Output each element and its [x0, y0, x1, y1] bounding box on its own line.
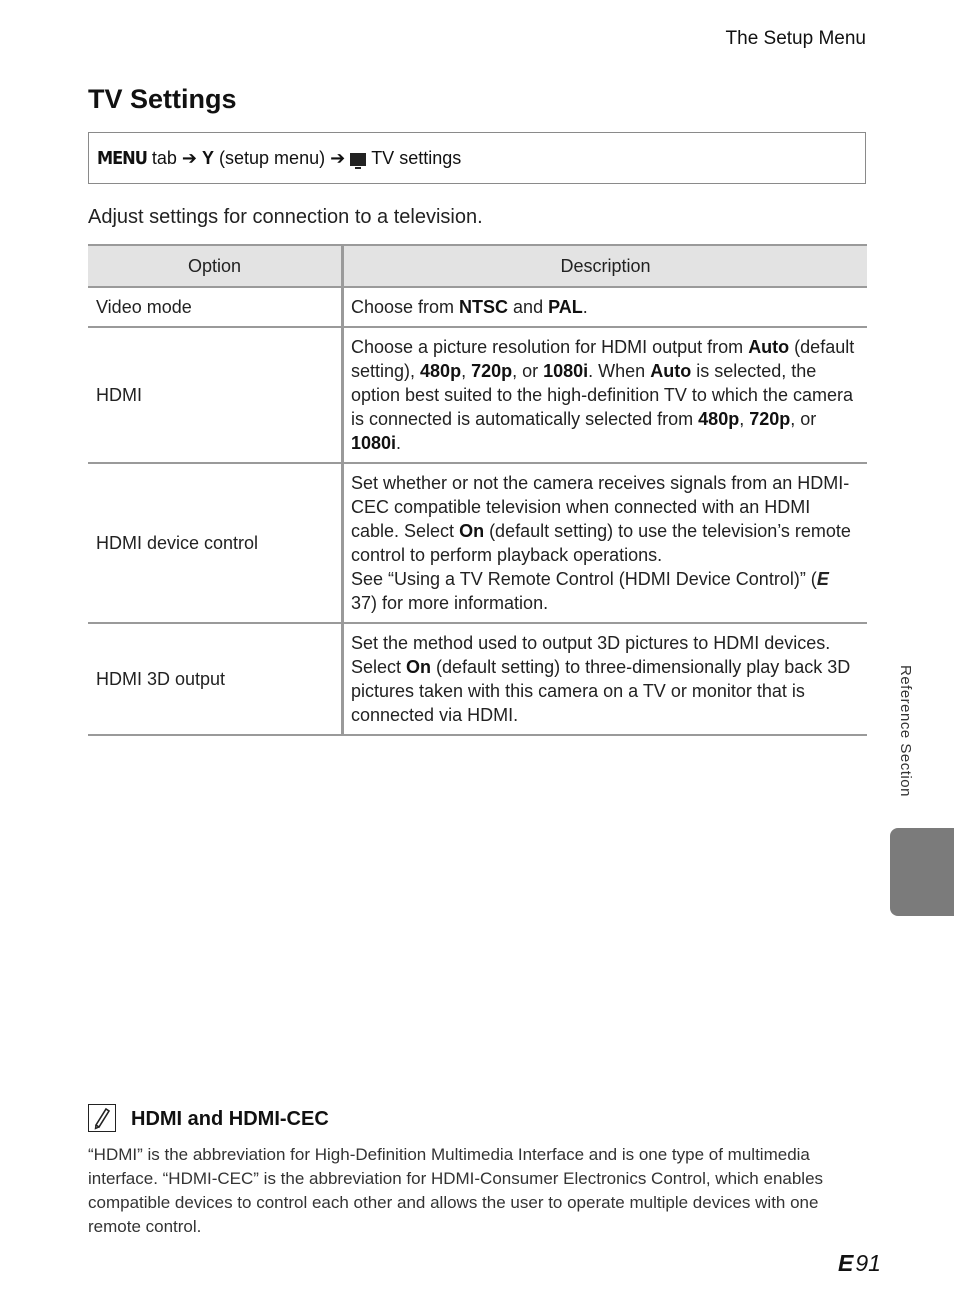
description-text: , or — [512, 361, 544, 381]
table-row — [88, 463, 867, 623]
nav-setup-label: (setup menu) — [219, 147, 326, 168]
description-text: . — [396, 433, 402, 453]
setting-value: 1080i — [351, 433, 397, 453]
header-section-title: The Setup Menu — [725, 28, 866, 49]
side-tab-label: Reference Section — [897, 665, 914, 797]
setting-value: PAL — [548, 297, 583, 317]
page-title: TV Settings — [88, 84, 237, 114]
option-cell: Video mode — [88, 287, 343, 327]
arrow-right-icon: ➔ — [330, 147, 346, 168]
section-thumb-tab — [890, 828, 954, 916]
description-cell — [343, 463, 868, 623]
menu-icon: MENU — [97, 147, 147, 169]
setting-value: On — [459, 521, 485, 541]
description-text: Choose from — [351, 297, 460, 317]
description-text: , — [739, 409, 750, 429]
setting-value: 720p — [749, 409, 791, 429]
description-cell — [343, 623, 868, 735]
table-header-row — [88, 245, 867, 287]
description-text: is selected, the option best suited to the high-definition TV to which the camera is connected is automatically selected from — [351, 361, 853, 429]
page-number-value: 91 — [855, 1250, 881, 1276]
reference-section-icon: E — [838, 1250, 854, 1276]
description-text: (default setting) to three-dimensionally play back 3D pictures taken with this camera on a TV or monitor that is connected via HDMI. — [351, 657, 851, 725]
description-text: , — [461, 361, 472, 381]
description-text: . — [582, 297, 588, 317]
description-text: and — [508, 297, 549, 317]
nav-item-label: TV settings — [371, 147, 462, 168]
note-body: “HDMI” is the abbreviation for High-Definition Multimedia Interface and is one type of multimedia interface. “HDMI-CEC” is the abbreviation for HDMI-Consumer Electronics Control, which enables compatible devices to control each other and allows the user to operate multiple devices with one remote control. — [88, 1145, 824, 1236]
reference-section-icon: E — [816, 569, 829, 589]
option-cell: HDMI — [88, 327, 343, 463]
setting-value: 720p — [471, 361, 513, 381]
description-cell — [343, 327, 868, 463]
description-text: Set the method used to output 3D pictures to HDMI devices. Select — [351, 633, 831, 677]
tv-icon — [350, 153, 366, 166]
settings-table — [88, 244, 867, 736]
setting-value: 480p — [420, 361, 462, 381]
setting-value: 1080i — [543, 361, 589, 381]
setting-value: 480p — [698, 409, 740, 429]
menu-navigation-path — [88, 132, 866, 184]
description-text: See “Using a TV Remote Control (HDMI Device Control)” ( — [351, 569, 817, 589]
setting-value: On — [406, 657, 432, 677]
setting-value: Auto — [748, 337, 790, 357]
description-cell — [343, 287, 868, 327]
description-text: (default setting), — [351, 337, 855, 381]
description-text: (default setting) to use the television’s remote control to perform playback operations. — [351, 521, 851, 565]
description-text: , or — [790, 409, 817, 429]
nav-tab-label: tab — [151, 147, 177, 168]
table-row — [88, 287, 867, 327]
intro-text: Adjust settings for connection to a television. — [88, 206, 483, 228]
table-row — [88, 327, 867, 463]
page-number — [838, 1250, 881, 1277]
setting-value: Auto — [650, 361, 692, 381]
description-text: Set whether or not the camera receives signals from an HDMI-CEC compatible television when connected with an HDMI cable. Select — [351, 473, 850, 541]
table-row — [88, 623, 867, 735]
option-cell: HDMI 3D output — [88, 623, 343, 735]
description-text: Choose a picture resolution for HDMI output from — [351, 337, 749, 357]
note-title: HDMI and HDMI-CEC — [131, 1108, 329, 1130]
column-header-option: Option — [88, 245, 343, 287]
setting-value: NTSC — [459, 297, 509, 317]
setup-wrench-icon: Y — [202, 147, 215, 168]
description-text: 37) for more information. — [351, 593, 549, 613]
option-cell: HDMI device control — [88, 463, 343, 623]
description-text: . When — [588, 361, 651, 381]
note-pencil-icon — [88, 1104, 116, 1132]
arrow-right-icon: ➔ — [181, 147, 198, 168]
column-header-description: Description — [343, 245, 868, 287]
